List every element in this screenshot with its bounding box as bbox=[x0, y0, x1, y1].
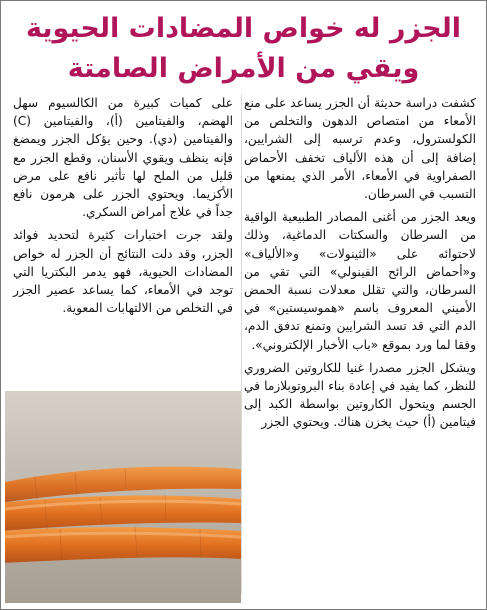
article-headline bbox=[1, 9, 486, 89]
carrots-photo bbox=[5, 391, 241, 603]
paragraph-antibiotic: ولقد جرت اختبارات كثيرة لتحديد فوائد الجزر، وقد دلت النتائج أن الجزر له خواص المضادات الحيوية، فهو يدمر البكتريا التي توجد في الأمعاء، كما يساعد عصير الجزر في التخلص من الالتهابات المعوية. bbox=[13, 228, 233, 316]
column-divider bbox=[241, 94, 242, 594]
headline-line-1: الجزر له خواص المضادات الحيوية bbox=[25, 13, 462, 44]
paragraph-intro: كشفت دراسة حديثة أن الجزر يساعد على منع الأمعاء من امتصاص الدهون والتخلص من الكولسترول، وعدم ترسبه إلى الشرايين، إضافة إلى أن هذه الألياف تخفف الأحماض الصفراوية في الأمعاء، الأمر الذي يمنعها من التسبب في السرطان. bbox=[244, 96, 476, 202]
article-column-right bbox=[244, 94, 476, 604]
paragraph-sources: ويعد الجزر من أغنى المصادر الطبيعية الواقية من السرطان والسكتات الدماغية، وذلك لاحتوائه على «الثينولات» و«الألياف» و«أحماض الرائح الفينولي» التي تقي من السرطان، والتي تقلل معدلات نسبة الحمض الأميني المعروف باسم «هموسيستين» في الدم التي قد تسد الشرايين وتمنع تدفق الدم، وفقا لما ورد بموقع «باب الأخبار الإلكتروني». bbox=[244, 210, 476, 352]
paragraph-carotene: ويشكل الجزر مصدرا غنيا للكاروتين الضروري للنظر، كما يفيد في إعادة بناء البروتوبلازما في الجسم ويتحول الكاروتين بواسطة الكبد إلى فيتامين (أ) حيث يخزن هناك. ويحتوي الجزر bbox=[244, 360, 476, 430]
paragraph-nutrients: على كميات كبيرة من الكالسيوم سهل الهضم، والفيتامين (أ)، والفيتامين (C) والفيتامين (دي). وحين يؤكل الجزر ويمضغ فإنه ينظف ويقوي الأسنان، وقطع الجزر مع قليل من الملح لها تأثير نافع على مرض الأكزيما. ويحتوي الجزر على هرمون نافع جداً في علاج أمراض السكري. bbox=[13, 96, 233, 220]
article-column-left bbox=[13, 94, 233, 322]
headline-line-2: ويقي من الأمراض الصامتة bbox=[67, 53, 420, 84]
